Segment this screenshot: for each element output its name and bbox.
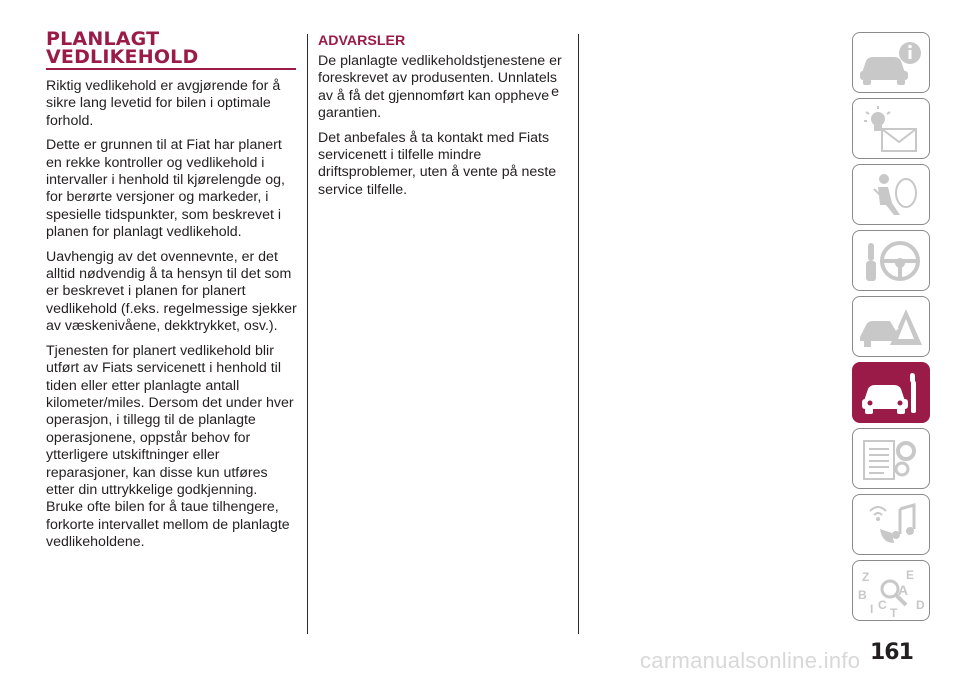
tab-warning-lights[interactable] <box>852 98 930 159</box>
index-letter-i: I <box>870 601 874 616</box>
warning-p1-sup: e <box>551 83 559 100</box>
tab-safety[interactable] <box>852 164 930 225</box>
index-letter-c: C <box>878 597 887 612</box>
warning-paragraph-1 <box>318 53 568 123</box>
warning-paragraph-2: Det anbefales å ta kontakt med Fiats servicenett i tilfelle mindre driftsproblemer, uten å vente på neste service tilfelle. <box>318 129 557 198</box>
tab-index[interactable] <box>852 560 930 621</box>
section-title <box>46 30 298 66</box>
tab-technical-data[interactable] <box>852 428 930 489</box>
index-letter-b: B <box>858 587 867 602</box>
paragraph-1: Riktig vedlikehold er avgjørende for å sikre lang levetid for bilen i optimale forhold. <box>46 78 281 129</box>
warning-p1-line3: garantien. <box>318 105 382 122</box>
technical-data-icon <box>856 433 926 485</box>
emergency-icon <box>856 301 926 353</box>
page-number: 161 <box>870 640 913 665</box>
warning-p1-line2: av å få det gjennomført kan oppheve <box>318 87 550 104</box>
index-letter-z: Z <box>862 569 870 584</box>
warning-p1-line1: De planlagte vedlikeholdstjenestene er foreskrevet av produsenten. Unnlatels <box>318 53 562 87</box>
index-letter-a: A <box>898 581 909 598</box>
watermark: carmanualsonline.info <box>640 648 861 673</box>
column-divider-1 <box>307 34 308 634</box>
warnings-column <box>318 32 568 206</box>
maintenance-icon <box>856 367 926 419</box>
index-letter-t: T <box>890 605 898 617</box>
safety-airbag-icon <box>856 169 926 221</box>
index-icon <box>856 565 926 617</box>
paragraph-2: Dette er grunnen til at Fiat har planert en rekke kontroller og vedlikehold i intervaller i henhold til kjørelengde og, for berørte versjoner og markeder, i spesielle tidspunkter, som beskrevet i planen for planlagt vedlikehold. <box>46 137 285 241</box>
column-divider-2 <box>578 34 579 634</box>
title-underline <box>46 68 296 70</box>
car-info-icon <box>856 37 926 89</box>
steering-wheel-icon <box>856 235 926 287</box>
paragraph-4: Tjenesten for planert vedlikehold blir utført av Fiats servicenett i henhold til tiden eller etter planlagte antall kilometer/miles. Dersom det under hver operasjon, i tillegg til de planlagte operasjonene, oppstår behov for ytterligere utskiftninger eller reparasjoner, kan disse kun utføres etter din uttrykkelige godkjenning. Bruke ofte bilen for å taue tilhengere, forkorte intervallet mellom de planlagte vedlikeholdene. <box>46 342 294 551</box>
warnings-heading: ADVARSLER <box>318 33 406 49</box>
tab-starting-driving[interactable] <box>852 230 930 291</box>
warning-lights-icon <box>856 103 926 155</box>
tab-car-info[interactable] <box>852 32 930 93</box>
index-letter-d: D <box>916 597 925 612</box>
chapter-tabs <box>852 32 932 626</box>
tab-multimedia[interactable] <box>852 494 930 555</box>
tab-emergency[interactable] <box>852 296 930 357</box>
index-letter-e: E <box>906 567 915 582</box>
tab-maintenance[interactable] <box>852 362 930 423</box>
section-title-line2: VEDLIKEHOLD <box>46 46 199 68</box>
paragraph-3: Uavhengig av det ovennevnte, er det alltid nødvendig å ta hensyn til det som er beskrevet i planen for planert vedlikehold (f.eks. regelmessige sjekker av væskenivåene, dekktrykket, osv.). <box>46 248 297 335</box>
multimedia-icon <box>856 499 926 551</box>
section-title-line1: PLANLAGT <box>46 28 160 50</box>
main-column <box>46 30 298 559</box>
